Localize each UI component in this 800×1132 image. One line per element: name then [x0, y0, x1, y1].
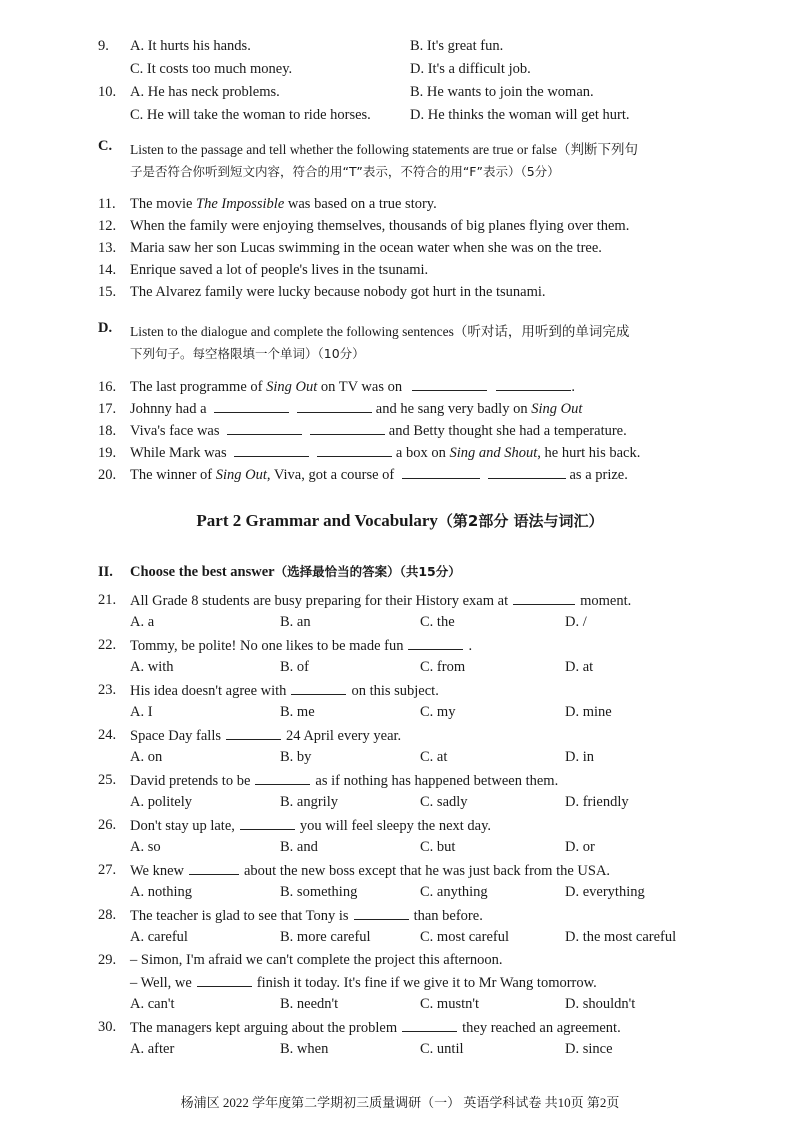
option-d[interactable]: D. at [565, 659, 594, 675]
option-b[interactable]: B. and [280, 839, 318, 855]
statement-12: 12. When the family were enjoying themselves, thousands of big planes flying over them. [98, 218, 630, 234]
answer-blank[interactable] [255, 772, 310, 785]
option-c[interactable]: C. but [420, 839, 456, 855]
option-a[interactable]: A. after [130, 1041, 175, 1057]
option-a[interactable]: A. careful [130, 929, 188, 945]
question-number: 25. [98, 772, 117, 788]
question-number: 23. [98, 682, 117, 698]
option-d: D. He thinks the woman will get hurt. [410, 107, 630, 123]
option-b[interactable]: B. angrily [280, 794, 338, 810]
answer-blank[interactable] [402, 466, 480, 479]
question-number: 10. [98, 84, 117, 100]
option-d[interactable]: D. mine [565, 704, 612, 720]
question-stem: We knew about the new boss except that he was just back from the USA. [130, 863, 611, 879]
option-d[interactable]: D. the most careful [565, 929, 677, 945]
option-a[interactable]: A. I [130, 704, 153, 720]
option-c: C. It costs too much money. [130, 61, 293, 77]
statement-13: 13. Maria saw her son Lucas swimming in the ocean water when she was on the tree. [98, 240, 602, 256]
option-d: D. It's a difficult job. [410, 61, 531, 77]
instruction-line: Listen to the dialogue and complete the following sentences（听对话，用听到的单词完成 [130, 324, 630, 339]
question-stem: Space Day falls 24 April every year. [130, 728, 402, 744]
option-c[interactable]: C. mustn't [420, 996, 480, 1012]
option-c[interactable]: C. my [420, 704, 456, 720]
page-footer: 杨浦区 2022 学年度第二学期初三质量调研（一） 英语学科试卷 共10页 第2页 [180, 1095, 620, 1110]
option-c[interactable]: C. at [420, 749, 448, 765]
option-b[interactable]: B. by [280, 749, 312, 765]
section-label: II. [98, 564, 113, 580]
answer-blank[interactable] [234, 444, 309, 457]
option-c[interactable]: C. sadly [420, 794, 468, 810]
statement-14: 14. Enrique saved a lot of people's lives in the tsunami. [98, 262, 429, 278]
answer-blank[interactable] [214, 400, 289, 413]
question-number: 22. [98, 637, 117, 653]
question-stem: Tommy, be polite! No one likes to be made fun . [130, 638, 473, 654]
question-number: 24. [98, 727, 117, 743]
option-d[interactable]: D. or [565, 839, 595, 855]
option-b[interactable]: B. something [280, 884, 358, 900]
question-stem: The teacher is glad to see that Tony is than before. [130, 908, 483, 924]
answer-blank[interactable] [291, 682, 346, 695]
question-number: 27. [98, 862, 117, 878]
option-c[interactable]: C. until [420, 1041, 464, 1057]
option-a[interactable]: A. so [130, 839, 161, 855]
question-stem: The managers kept arguing about the problem they reached an agreement. [130, 1020, 621, 1036]
option-a: A. It hurts his hands. [130, 38, 251, 54]
sentence-18: 18. Viva's face was and Betty thought she had a temperature. [98, 423, 627, 439]
option-b[interactable]: B. an [280, 614, 311, 630]
answer-blank[interactable] [227, 422, 302, 435]
option-a: A. He has neck problems. [130, 84, 280, 100]
option-c: C. He will take the woman to ride horses. [130, 107, 371, 123]
part-2-heading [0, 510, 800, 531]
part-2-title-en: Part 2 Grammar and Vocabulary [196, 511, 438, 530]
option-d[interactable]: D. since [565, 1041, 613, 1057]
option-d[interactable]: D. / [565, 614, 587, 630]
option-d[interactable]: D. friendly [565, 794, 629, 810]
option-d[interactable]: D. everything [565, 884, 645, 900]
answer-blank[interactable] [240, 817, 295, 830]
option-b[interactable]: B. when [280, 1041, 329, 1057]
answer-blank[interactable] [412, 378, 487, 391]
section-title-en: Choose the best answer [130, 564, 275, 580]
question-number: 29. [98, 952, 117, 968]
option-b: B. He wants to join the woman. [410, 84, 594, 100]
option-a[interactable]: A. a [130, 614, 155, 630]
answer-blank[interactable] [317, 444, 392, 457]
question-number: 9. [98, 38, 109, 54]
question-number: 21. [98, 592, 117, 608]
part-2-title-cn: （第2部分 语法与词汇） [437, 512, 604, 530]
answer-blank[interactable] [226, 727, 281, 740]
option-a[interactable]: A. politely [130, 794, 193, 810]
question-stem: Don't stay up late, you will feel sleepy the next day. [130, 818, 492, 834]
instruction-line: 下列句子。每空格限填一个单词）（10分） [130, 346, 365, 361]
question-stem: All Grade 8 students are busy preparing for their History exam at moment. [130, 593, 632, 609]
option-a[interactable]: A. on [130, 749, 163, 765]
option-c[interactable]: C. anything [420, 884, 488, 900]
option-b: B. It's great fun. [410, 38, 504, 54]
option-b[interactable]: B. me [280, 704, 315, 720]
answer-blank[interactable] [496, 378, 571, 391]
section-title-cn: （选择最恰当的答案）（共15分） [274, 564, 461, 579]
instruction-line: 子是否符合你听到短文内容，符合的用“T”表示，不符合的用“F”表示）（5分） [130, 164, 560, 179]
option-b[interactable]: B. of [280, 659, 309, 675]
answer-blank[interactable] [513, 592, 575, 605]
option-c[interactable]: C. from [420, 659, 466, 675]
question-stem: His idea doesn't agree with on this subject. [130, 683, 439, 699]
sentence-20: 20. The winner of Sing Out, Viva, got a course of as a prize. [98, 467, 628, 483]
section-label: D. [98, 320, 113, 336]
option-c[interactable]: C. most careful [420, 929, 509, 945]
option-b[interactable]: B. more careful [280, 929, 371, 945]
answer-blank[interactable] [354, 907, 409, 920]
answer-blank[interactable] [310, 422, 385, 435]
option-a[interactable]: A. nothing [130, 884, 193, 900]
option-a[interactable]: A. with [130, 659, 174, 675]
sentence-19: 19. While Mark was a box on Sing and Shout, he hurt his back. [98, 445, 641, 461]
answer-blank[interactable] [402, 1019, 457, 1032]
question-stem: David pretends to be as if nothing has happened between them. [130, 773, 559, 789]
statement-15: 15. The Alvarez family were lucky because nobody got hurt in the tsunami. [98, 284, 546, 300]
option-b[interactable]: B. needn't [280, 996, 339, 1012]
question-number: 26. [98, 817, 117, 833]
option-d[interactable]: D. shouldn't [565, 996, 636, 1012]
option-d[interactable]: D. in [565, 749, 594, 765]
question-stem: – Well, we finish it today. It's fine if we give it to Mr Wang tomorrow. [130, 975, 597, 991]
instruction-line: Listen to the passage and tell whether the following statements are true or false（判断下列句 [130, 142, 638, 157]
answer-blank[interactable] [488, 466, 566, 479]
option-a[interactable]: A. can't [130, 996, 175, 1012]
sentence-17: 17. Johnny had a and he sang very badly on Sing Out [98, 401, 583, 417]
section-label: C. [98, 138, 113, 154]
answer-blank[interactable] [408, 637, 463, 650]
statement-11: 11. The movie The Impossible was based on a true story. [98, 196, 437, 212]
option-c[interactable]: C. the [420, 614, 455, 630]
answer-blank[interactable] [189, 862, 239, 875]
question-stem: – Simon, I'm afraid we can't complete the project this afternoon. [130, 952, 503, 968]
answer-blank[interactable] [297, 400, 372, 413]
question-number: 30. [98, 1019, 117, 1035]
sentence-16: 16. The last programme of Sing Out on TV was on . [98, 379, 575, 395]
answer-blank[interactable] [197, 974, 252, 987]
section-ii-heading [98, 562, 461, 581]
question-number: 28. [98, 907, 117, 923]
